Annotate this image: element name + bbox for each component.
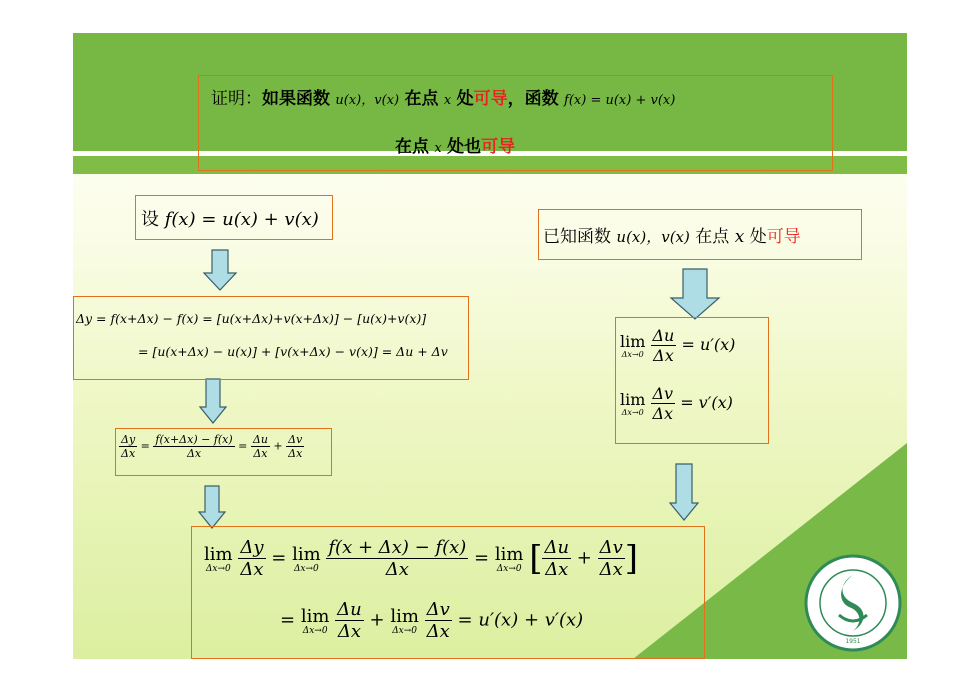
final-dx-3: Δx [545,559,569,580]
limit-u [620,326,735,365]
statement-line-1 [211,84,675,109]
final-lim-3: lim [494,543,524,565]
final-result: = u′(x) + v′(x) [457,609,584,631]
lim-text: lim [620,332,646,351]
final-lim-5: lim [390,605,419,627]
set-formula: f(x) = u(x) + v(x) [164,209,319,230]
set-box [135,195,333,240]
known-prefix: 已知函数 [543,227,611,247]
final-line-2 [280,599,583,642]
x-var-2: x [434,141,442,156]
final-dx-5: Δx [337,621,362,642]
u-prime: = u′(x) [681,335,736,354]
lim-sub: Δx→0 [621,350,644,359]
lim-dv: Δv [652,384,674,403]
final-dx-4: Δx [599,559,623,580]
final-plus-2: + [369,609,385,631]
university-logo-icon [803,553,903,653]
arrow-down-icon [199,378,227,424]
logo-year: 1951 [845,638,861,645]
fx-def: f(x) = u(x) + v(x) [564,93,676,108]
funcs-text: u(x)，v(x) [335,93,400,108]
limits-box [615,317,769,444]
statement-box [198,75,833,171]
final-dx-2: Δx [385,559,409,580]
ratio-den: Δx [186,447,202,460]
known-funcs: u(x)，v(x) [616,228,690,246]
final-dv-2: Δv [426,599,450,620]
arrow-down-icon [669,268,721,320]
arrow-down-icon [203,249,237,291]
ratio-dx-2: Δx [253,447,268,460]
final-sub-4: Δx→0 [302,625,328,636]
final-dv: Δv [599,537,623,558]
comma-func-text: ，函数 [507,89,559,109]
known-chu: 处 [749,227,767,247]
known-box [538,209,862,260]
delta-y-line-2: = [u(x+Δx) − u(x)] + [v(x+Δx) − v(x)] = Δu + Δv [138,344,448,359]
line2-red: 可导 [481,137,516,157]
lim-dx-2: Δx [652,404,674,423]
final-eq-3: = [280,609,296,631]
final-dx-1: Δx [240,559,264,580]
chu-text: 处 [456,89,474,109]
final-du: Δu [544,537,570,558]
ratio-dx-3: Δx [288,447,303,460]
final-eq-2: = [474,547,490,569]
at-point-text: 在点 [404,89,439,109]
final-dy: Δy [240,537,264,558]
ratio-dx: Δx [121,447,136,460]
x-var: x [443,93,452,108]
final-box [191,526,705,659]
set-prefix: 设 [141,209,159,230]
final-sub-3: Δx→0 [496,563,522,574]
final-plus: + [576,547,592,569]
slide [73,33,907,659]
final-line-1: lim Δx→0 $\frac{\Delta y}{\Delta x}$ = lim Δx→0 $\frac{f(x + \Delta x) - f(x)}{\Delta x}$ = lim Δx→0 [ $\frac{\Delta u}{\Delta x}$ + $\frac{\Delta v}{\Delta x}$ ] [204,537,639,580]
limit-v [620,384,733,423]
final-du-2: Δu [337,599,362,620]
differentiable-text: 可导 [473,89,508,109]
arrow-down-icon [669,463,699,521]
ratio-box [115,428,332,476]
final-sub-2: Δx→0 [293,563,319,574]
lim-text-2: lim [620,390,646,409]
line2-mid: 处也 [447,137,482,157]
delta-y-line-1: Δy = f(x+Δx) − f(x) = [u(x+Δx)+v(x+Δx)] − [u(x)+v(x)] [76,311,427,326]
known-mid: 在点 [695,227,730,247]
final-lim-1: lim [204,543,233,565]
final-dx-6: Δx [426,621,450,642]
final-eq-1: = [271,547,287,569]
known-x: x [734,227,745,247]
lim-sub-2: Δx→0 [621,408,644,417]
known-red: 可导 [766,227,801,247]
arrow-down-icon [198,485,226,529]
final-lim-2: lim [292,543,321,565]
ratio-dv: Δv [288,433,303,446]
v-prime: = v′(x) [680,393,733,412]
final-sub-1: Δx→0 [205,563,231,574]
statement-line-2 [395,132,515,157]
ratio-du: Δu [252,433,268,446]
ratio-formula: $\frac{\Delta y}{\Delta x}$ = $\frac{f(x+\Delta x) - f(x)}{\Delta x}$ = $\frac{\Delta u}{\Delta x}$ + $\frac{\Delta v}{\Delta x}$ [121,433,303,460]
final-lim-4: lim [300,605,330,627]
final-sub-5: Δx→0 [392,625,418,636]
ratio-dy: Δy [121,433,136,446]
lim-du: Δu [652,326,675,345]
line2-prefix: 在点 [395,137,429,157]
if-label: 如果函数 [262,89,330,109]
proof-label: 证明： [211,89,262,109]
final-num: f(x + Δx) − f(x) [328,537,467,558]
ratio-num: f(x+Δx) − f(x) [155,433,233,446]
delta-y-box [73,296,469,380]
lim-dx: Δx [653,346,674,365]
